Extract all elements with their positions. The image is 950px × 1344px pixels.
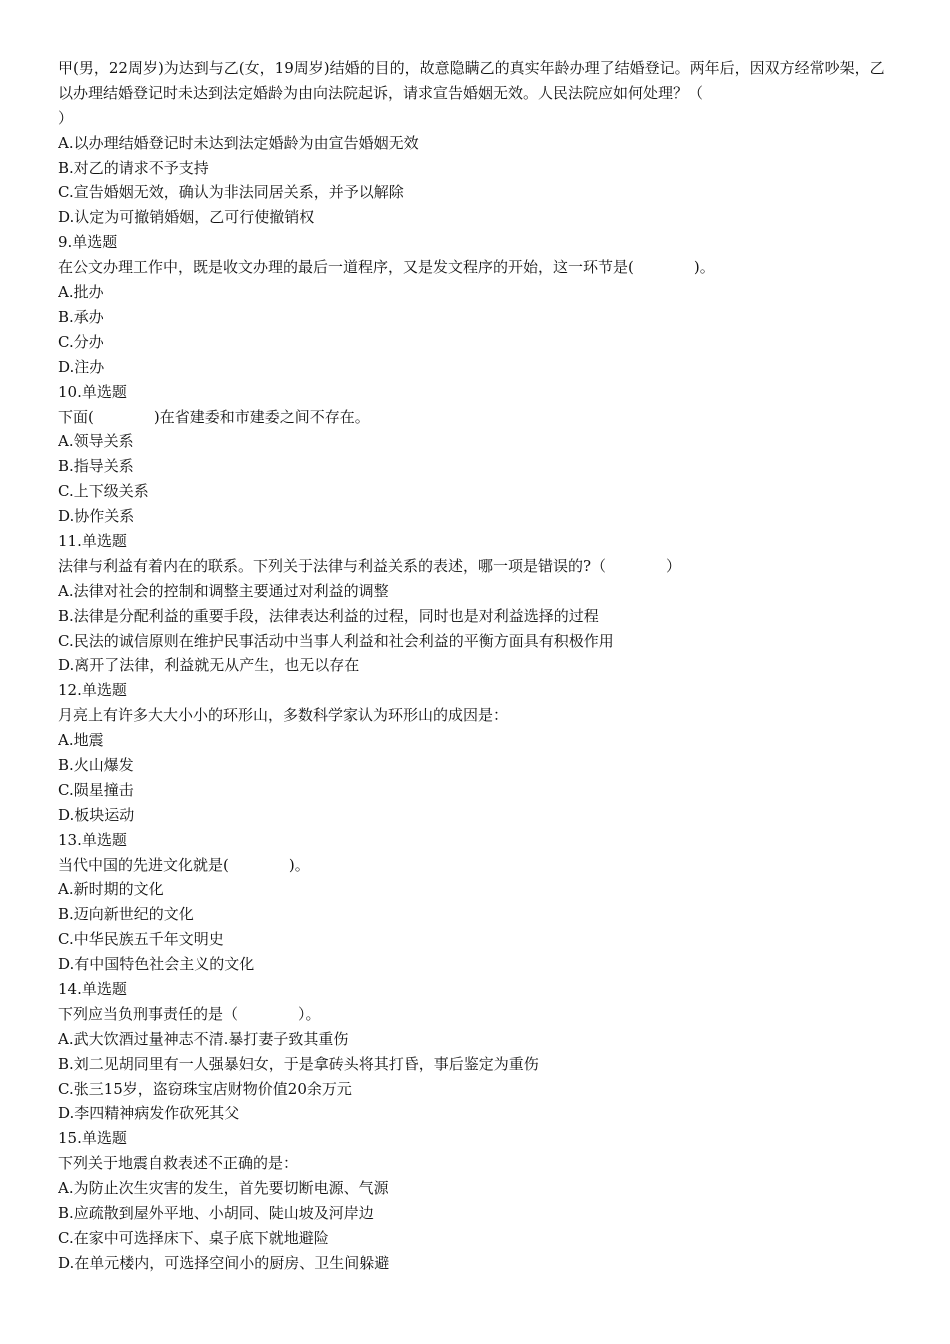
option-b: B.迈向新世纪的文化 <box>58 905 194 924</box>
question-stem: 法律与利益有着内在的联系。下列关于法律与利益关系的表述，哪一项是错误的?（ ） <box>58 556 682 575</box>
option-d: D.在单元楼内，可选择空间小的厨房、卫生间躲避 <box>58 1253 390 1272</box>
option-b: B.指导关系 <box>58 457 134 476</box>
option-a: A.新时期的文化 <box>58 880 164 899</box>
option-a: A.为防止次生灾害的发生，首先要切断电源、气源 <box>58 1179 389 1198</box>
option-d: D.李四精神病发作砍死其父 <box>58 1104 240 1123</box>
question-stem: 下列应当负刑事责任的是（ ）。 <box>58 1004 321 1023</box>
option-c: C.陨星撞击 <box>58 780 134 799</box>
question-stem: 月亮上有许多大大小小的环形山，多数科学家认为环形山的成因是： <box>58 706 509 725</box>
option-a: A.领导关系 <box>58 432 134 451</box>
question-header: 13.单选题 <box>58 830 127 849</box>
option-c: C.宣告婚姻无效，确认为非法同居关系，并予以解除 <box>58 183 404 202</box>
option-d: D.有中国特色社会主义的文化 <box>58 955 255 974</box>
document-page <box>58 56 894 1276</box>
option-c: C.民法的诚信原则在维护民事活动中当事人利益和社会利益的平衡方面具有积极作用 <box>58 631 614 650</box>
question-header: 15.单选题 <box>58 1129 127 1148</box>
question-header: 9.单选题 <box>58 233 118 252</box>
option-d: D.认定为可撤销婚姻，乙可行使撤销权 <box>58 208 315 227</box>
question-header: 11.单选题 <box>58 531 127 550</box>
question-stem: 当代中国的先进文化就是( )。 <box>58 855 310 874</box>
option-c: C.张三15岁，盗窃珠宝店财物价值20余万元 <box>58 1079 352 1098</box>
option-c: C.中华民族五千年文明史 <box>58 930 224 949</box>
question-stem: 下列关于地震自救表述不正确的是： <box>58 1154 299 1173</box>
option-b: B.刘二见胡同里有一人强暴妇女，于是拿砖头将其打昏，事后鉴定为重伤 <box>58 1054 539 1073</box>
question-header: 10.单选题 <box>58 382 127 401</box>
option-a: A.地震 <box>58 731 104 750</box>
question-header: 12.单选题 <box>58 681 127 700</box>
option-c: C.上下级关系 <box>58 482 149 501</box>
option-d: D.协作关系 <box>58 507 135 526</box>
option-b: B.应疏散到屋外平地、小胡同、陡山坡及河岸边 <box>58 1204 374 1222</box>
option-a: A.以办理结婚登记时未达到法定婚龄为由宣告婚姻无效 <box>58 133 419 152</box>
option-a: A.法律对社会的控制和调整主要通过对利益的调整 <box>58 581 389 600</box>
question-stem: 在公文办理工作中，既是收文办理的最后一道程序，又是发文程序的开始，这一环节是( )。 <box>58 258 715 277</box>
option-d: D.板块运动 <box>58 805 135 824</box>
option-d: D.注办 <box>58 357 105 376</box>
option-c: C.在家中可选择床下、桌子底下就地避险 <box>58 1228 329 1247</box>
question-stem: 下面( )在省建委和市建委之间不存在。 <box>58 407 370 426</box>
option-b: B.对乙的请求不予支持 <box>58 158 209 177</box>
question-stem: 甲(男，22周岁)为达到与乙(女，19周岁)结婚的目的，故意隐瞒乙的真实年龄办理了结婚登记。两年后，因双方经常吵架，乙以办理结婚登记时未达到法定婚龄为由向法院起诉，请求宣告婚姻无效。人民法院应如何处理？（ <box>58 59 885 102</box>
option-a: A.武大饮酒过量神志不清.暴打妻子致其重伤 <box>58 1029 349 1048</box>
option-a: A.批办 <box>58 283 104 302</box>
option-b: B.火山爆发 <box>58 755 134 774</box>
question-stem-end: ） <box>58 108 74 127</box>
option-b: B.法律是分配利益的重要手段，法律表达利益的过程，同时也是对利益选择的过程 <box>58 606 599 625</box>
option-c: C.分办 <box>58 332 104 351</box>
option-d: D.离开了法律，利益就无从产生，也无以存在 <box>58 656 360 675</box>
question-header: 14.单选题 <box>58 979 127 998</box>
option-b: B.承办 <box>58 307 104 326</box>
